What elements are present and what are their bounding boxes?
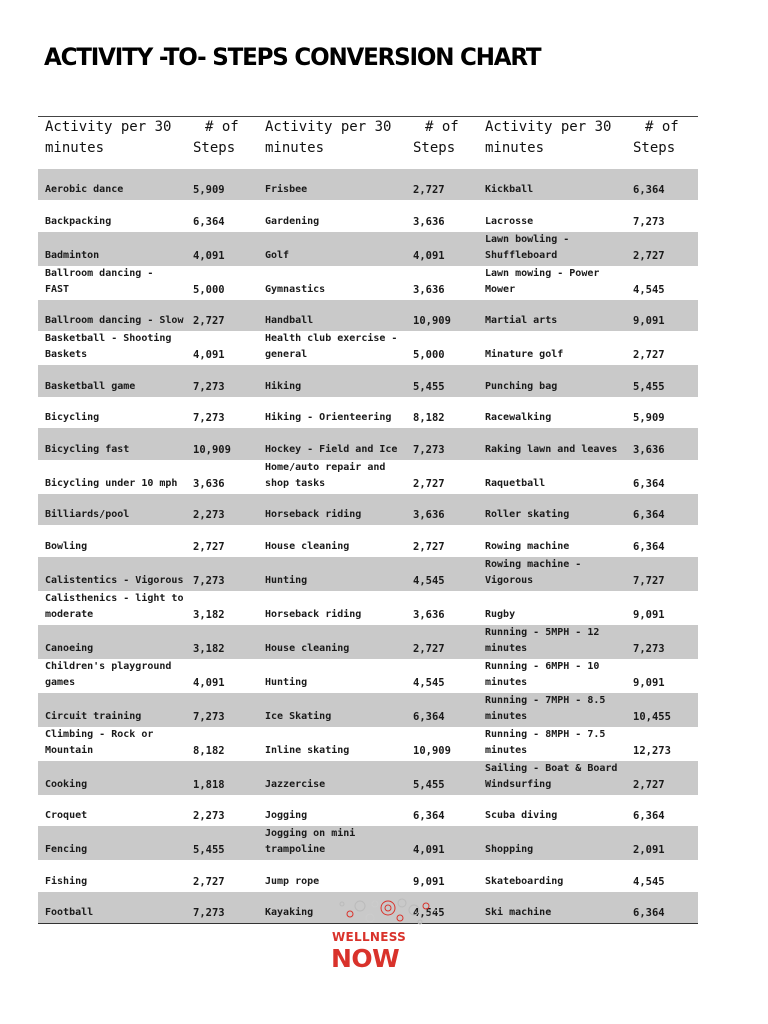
table-row — [38, 659, 698, 693]
activity-text: Rowing machine — [485, 540, 570, 552]
activity-text: Bicycling fast — [45, 443, 130, 455]
activity-cell — [478, 659, 625, 693]
table-row — [38, 397, 698, 429]
activity-text: Calistentics - Vigorous — [45, 574, 184, 586]
activity-text: Jazzercise — [265, 778, 326, 790]
table-row — [38, 300, 698, 332]
steps-cell: 2,273 — [185, 494, 258, 526]
activity-cell — [478, 826, 625, 860]
activity-cell — [38, 428, 185, 460]
conversion-table — [38, 116, 698, 924]
activity-cell — [38, 300, 185, 332]
steps-cell: 3,636 — [413, 283, 445, 296]
table-body — [38, 169, 698, 924]
header-text: Steps — [413, 140, 456, 156]
activity-cell — [258, 460, 405, 494]
activity-cell — [38, 331, 185, 365]
activity-cell — [38, 892, 185, 924]
logo-wordmark-top: WELLNESS — [332, 930, 407, 944]
activity-text: Windsurfing — [485, 778, 552, 790]
steps-cell: 5,455 — [185, 826, 258, 860]
table-row — [38, 693, 698, 727]
activity-text: Punching bag — [485, 380, 558, 392]
activity-text: Ice Skating — [265, 710, 332, 722]
activity-text: Fishing — [45, 875, 88, 887]
activity-text: trampoline — [265, 844, 326, 855]
activity-cell — [258, 428, 405, 460]
activity-text: Frisbee — [265, 184, 308, 195]
steps-cell: 6,364 — [413, 810, 445, 822]
activity-text: House cleaning — [265, 540, 350, 552]
table-header-row — [38, 117, 698, 169]
steps-cell: 9,091 — [633, 676, 665, 689]
header-text: # of — [645, 119, 679, 135]
page-title: ACTIVITY -TO- STEPS CONVERSION CHART — [44, 44, 541, 72]
activity-text: Golf — [265, 249, 290, 261]
steps-cell: 10,455 — [625, 693, 698, 727]
activity-cell — [478, 795, 625, 827]
table-row — [38, 169, 698, 201]
conversion-table-container — [38, 116, 688, 924]
steps-cell: 4,545 — [405, 557, 478, 591]
activity-cell — [38, 826, 185, 860]
steps-cell: 5,909 — [185, 169, 258, 201]
activity-cell — [478, 892, 625, 924]
activity-cell — [38, 795, 185, 827]
activity-text: Jogging — [265, 810, 308, 821]
activity-text: Kickball — [485, 184, 534, 195]
activity-cell — [38, 761, 185, 795]
activity-text: Canoeing — [45, 642, 94, 654]
steps-cell: 7,273 — [185, 365, 258, 397]
activity-cell — [38, 659, 185, 693]
activity-text: Rugby — [485, 608, 516, 620]
activity-cell — [478, 860, 625, 892]
steps-cell: 5,909 — [633, 412, 665, 424]
header-text: Steps — [193, 140, 236, 156]
activity-cell — [478, 693, 625, 727]
table-row — [38, 428, 698, 460]
activity-text: Skateboarding — [485, 875, 564, 887]
activity-cell — [38, 266, 185, 300]
header-text: minutes — [265, 140, 325, 156]
activity-cell — [258, 625, 405, 659]
activity-text: FAST — [45, 283, 70, 295]
activity-text: Minature golf — [485, 349, 564, 360]
activity-text: Bicycling under 10 mph — [45, 477, 178, 489]
activity-cell — [258, 200, 405, 232]
steps-cell: 6,364 — [625, 494, 698, 526]
activity-text: Horseback riding — [265, 608, 362, 620]
steps-cell: 6,364 — [625, 892, 698, 924]
activity-header — [38, 117, 185, 169]
steps-cell: 7,727 — [625, 557, 698, 591]
steps-header — [405, 117, 478, 169]
table-row — [38, 727, 698, 761]
steps-cell: 4,091 — [405, 232, 478, 266]
activity-text: Lawn mowing - Power — [485, 267, 600, 279]
steps-cell: 3,636 — [193, 477, 225, 490]
activity-text: Basketball game — [45, 380, 136, 392]
activity-cell — [478, 460, 625, 494]
steps-cell: 7,273 — [193, 412, 225, 424]
table-row — [38, 232, 698, 266]
steps-cell: 2,727 — [625, 232, 698, 266]
activity-text: Shopping — [485, 844, 534, 855]
steps-cell: 7,273 — [633, 215, 665, 228]
activity-header — [258, 117, 405, 169]
activity-cell — [38, 460, 185, 494]
table-row — [38, 365, 698, 397]
activity-text: shop tasks — [265, 477, 326, 489]
activity-cell — [258, 300, 405, 332]
activity-text: Inline skating — [265, 744, 350, 756]
activity-text: Raquetball — [485, 477, 546, 489]
activity-text: minutes — [485, 744, 528, 756]
activity-text: Bicycling — [45, 412, 100, 423]
activity-text: Aerobic dance — [45, 184, 124, 195]
activity-cell — [258, 494, 405, 526]
table-row — [38, 331, 698, 365]
table-row — [38, 826, 698, 860]
activity-text: Badminton — [45, 249, 100, 261]
activity-text: Running - 6MPH - 10 — [485, 660, 600, 672]
activity-cell — [478, 494, 625, 526]
steps-cell: 3,636 — [413, 608, 445, 621]
activity-text: Gymnastics — [265, 283, 326, 295]
activity-cell — [478, 331, 625, 365]
activity-text: minutes — [485, 676, 528, 688]
activity-text: minutes — [485, 642, 528, 654]
header-text: Activity per 30 — [45, 119, 172, 135]
steps-cell: 10,909 — [185, 428, 258, 460]
activity-cell — [38, 625, 185, 659]
activity-cell — [258, 795, 405, 827]
activity-cell — [478, 232, 625, 266]
activity-text: Football — [45, 906, 94, 918]
activity-text: Handball — [265, 315, 314, 326]
activity-cell — [38, 557, 185, 591]
activity-cell — [38, 494, 185, 526]
activity-text: Lawn bowling - — [485, 233, 570, 245]
steps-cell: 2,727 — [405, 625, 478, 659]
activity-text: Ballroom dancing - Slow — [45, 315, 184, 326]
steps-cell: 6,364 — [625, 169, 698, 201]
activity-text: Running - 5MPH - 12 — [485, 626, 600, 638]
steps-cell: 6,364 — [633, 540, 665, 553]
activity-text: Shuffleboard — [485, 249, 558, 261]
activity-cell — [258, 397, 405, 429]
steps-header — [185, 117, 258, 169]
activity-text: Sailing - Boat & Board — [485, 762, 618, 774]
activity-text: Running - 8MPH - 7.5 — [485, 728, 606, 740]
activity-header — [478, 117, 625, 169]
steps-cell: 2,727 — [633, 349, 665, 361]
steps-cell: 7,273 — [625, 625, 698, 659]
activity-cell — [38, 525, 185, 557]
steps-cell: 3,636 — [405, 494, 478, 526]
activity-text: Hunting — [265, 574, 308, 586]
steps-cell: 10,909 — [405, 300, 478, 332]
table-row — [38, 591, 698, 625]
activity-cell — [258, 525, 405, 557]
activity-text: Fencing — [45, 844, 88, 855]
activity-cell — [258, 727, 405, 761]
steps-cell: 3,182 — [193, 608, 225, 621]
activity-cell — [258, 659, 405, 693]
activity-text: Children's playground — [45, 660, 172, 672]
activity-text: games — [45, 676, 76, 688]
steps-cell: 1,818 — [185, 761, 258, 795]
activity-text: Roller skating — [485, 509, 570, 520]
steps-cell: 5,000 — [193, 283, 225, 296]
activity-cell — [38, 232, 185, 266]
header-text: # of — [205, 119, 239, 135]
activity-text: Gardening — [265, 215, 320, 227]
steps-cell: 2,727 — [193, 540, 225, 553]
activity-cell — [478, 300, 625, 332]
table-row — [38, 761, 698, 795]
steps-cell: 2,727 — [405, 169, 478, 201]
activity-cell — [38, 365, 185, 397]
logo-wordmark-bottom: NOW — [331, 944, 400, 973]
activity-text: Hockey - Field and Ice — [265, 443, 398, 455]
activity-cell — [258, 365, 405, 397]
activity-cell — [478, 428, 625, 460]
steps-cell: 6,364 — [633, 810, 665, 822]
activity-text: Racewalking — [485, 412, 552, 423]
activity-text: minutes — [485, 710, 528, 722]
activity-text: Hiking - Orienteering — [265, 412, 392, 423]
steps-cell: 5,455 — [405, 365, 478, 397]
table-row — [38, 525, 698, 557]
steps-cell: 4,545 — [413, 676, 445, 689]
activity-text: Hunting — [265, 676, 308, 688]
activity-cell — [258, 826, 405, 860]
activity-text: Jogging on mini — [265, 828, 356, 839]
steps-cell: 5,455 — [405, 761, 478, 795]
steps-cell: 4,545 — [633, 283, 665, 296]
activity-text: Mountain — [45, 744, 94, 756]
activity-cell — [478, 200, 625, 232]
steps-cell: 10,909 — [413, 744, 451, 757]
activity-text: Horseback riding — [265, 509, 362, 520]
steps-cell: 2,727 — [625, 761, 698, 795]
activity-text: moderate — [45, 608, 94, 620]
steps-cell: 2,727 — [413, 540, 445, 553]
activity-text: House cleaning — [265, 642, 350, 654]
steps-cell: 5,000 — [413, 349, 445, 361]
activity-text: Cooking — [45, 778, 88, 790]
steps-cell: 2,091 — [625, 826, 698, 860]
activity-cell — [38, 727, 185, 761]
activity-cell — [478, 525, 625, 557]
steps-cell: 7,273 — [185, 693, 258, 727]
header-text: Steps — [633, 140, 676, 156]
header-text: minutes — [485, 140, 545, 156]
activity-text: Martial arts — [485, 315, 558, 326]
steps-cell: 6,364 — [405, 693, 478, 727]
steps-cell: 4,545 — [405, 892, 478, 924]
header-text: minutes — [45, 140, 105, 156]
table-row — [38, 557, 698, 591]
steps-cell: 7,273 — [185, 892, 258, 924]
activity-cell — [478, 625, 625, 659]
steps-cell: 3,636 — [413, 215, 445, 228]
activity-cell — [258, 266, 405, 300]
steps-cell: 2,727 — [185, 300, 258, 332]
activity-cell — [258, 557, 405, 591]
steps-cell: 7,273 — [185, 557, 258, 591]
table-row — [38, 860, 698, 892]
header-text: Activity per 30 — [485, 119, 612, 135]
activity-text: Rowing machine - — [485, 558, 582, 570]
activity-cell — [38, 860, 185, 892]
table-row — [38, 494, 698, 526]
activity-text: Billiards/pool — [45, 509, 130, 520]
steps-cell: 4,091 — [193, 349, 225, 361]
activity-cell — [258, 591, 405, 625]
activity-cell — [258, 169, 405, 201]
activity-cell — [478, 591, 625, 625]
steps-cell: 8,182 — [193, 744, 225, 757]
activity-cell — [478, 727, 625, 761]
activity-cell — [478, 169, 625, 201]
activity-text: Health club exercise - — [265, 333, 398, 344]
activity-cell — [38, 397, 185, 429]
header-text: # of — [425, 119, 459, 135]
activity-text: general — [265, 349, 308, 360]
steps-cell: 7,273 — [405, 428, 478, 460]
table-row — [38, 460, 698, 494]
activity-cell — [258, 761, 405, 795]
activity-text: Circuit training — [45, 710, 142, 722]
table-row — [38, 200, 698, 232]
steps-cell: 9,091 — [633, 608, 665, 621]
steps-cell: 9,091 — [625, 300, 698, 332]
activity-text: Basketball - Shooting — [45, 333, 172, 344]
steps-cell: 2,727 — [193, 875, 225, 888]
steps-cell: 6,364 — [193, 215, 225, 228]
activity-text: Kayaking — [265, 906, 314, 918]
activity-cell — [478, 761, 625, 795]
activity-text: Running - 7MPH - 8.5 — [485, 694, 606, 706]
activity-text: Lacrosse — [485, 215, 534, 227]
table-row — [38, 795, 698, 827]
activity-cell — [258, 693, 405, 727]
activity-text: Home/auto repair and — [265, 461, 386, 473]
activity-text: Mower — [485, 283, 516, 295]
steps-cell: 4,091 — [193, 676, 225, 689]
steps-cell: 3,182 — [185, 625, 258, 659]
activity-text: Vigorous — [485, 574, 534, 586]
activity-cell — [258, 331, 405, 365]
table-row — [38, 625, 698, 659]
steps-cell: 6,364 — [633, 477, 665, 490]
activity-text: Jump rope — [265, 875, 320, 887]
steps-cell: 12,273 — [633, 744, 671, 757]
activity-text: Calisthenics - light to — [45, 592, 184, 604]
activity-text: Climbing - Rock or — [45, 728, 154, 740]
activity-cell — [38, 591, 185, 625]
activity-cell — [478, 266, 625, 300]
activity-text: Hiking — [265, 380, 302, 392]
steps-header — [625, 117, 698, 169]
table-row — [38, 266, 698, 300]
activity-text: Backpacking — [45, 215, 112, 227]
activity-cell — [38, 693, 185, 727]
activity-text: Ski machine — [485, 906, 552, 918]
activity-cell — [38, 200, 185, 232]
steps-cell: 3,636 — [625, 428, 698, 460]
activity-text: Raking lawn and leaves — [485, 443, 618, 455]
steps-cell: 4,091 — [185, 232, 258, 266]
header-text: Activity per 30 — [265, 119, 392, 135]
activity-cell — [258, 232, 405, 266]
activity-text: Baskets — [45, 349, 88, 360]
activity-cell — [478, 397, 625, 429]
steps-cell: 9,091 — [413, 875, 445, 888]
steps-cell: 2,727 — [413, 477, 445, 490]
steps-cell: 2,273 — [193, 810, 225, 822]
steps-cell: 4,545 — [633, 875, 665, 888]
activity-text: Ballroom dancing - — [45, 267, 154, 279]
activity-text: Scuba diving — [485, 810, 558, 821]
activity-cell — [258, 860, 405, 892]
activity-text: Bowling — [45, 540, 88, 552]
steps-cell: 8,182 — [413, 412, 445, 424]
activity-cell — [478, 557, 625, 591]
steps-cell: 5,455 — [625, 365, 698, 397]
activity-text: Croquet — [45, 810, 88, 821]
activity-cell — [478, 365, 625, 397]
steps-cell: 4,091 — [405, 826, 478, 860]
activity-cell — [38, 169, 185, 201]
